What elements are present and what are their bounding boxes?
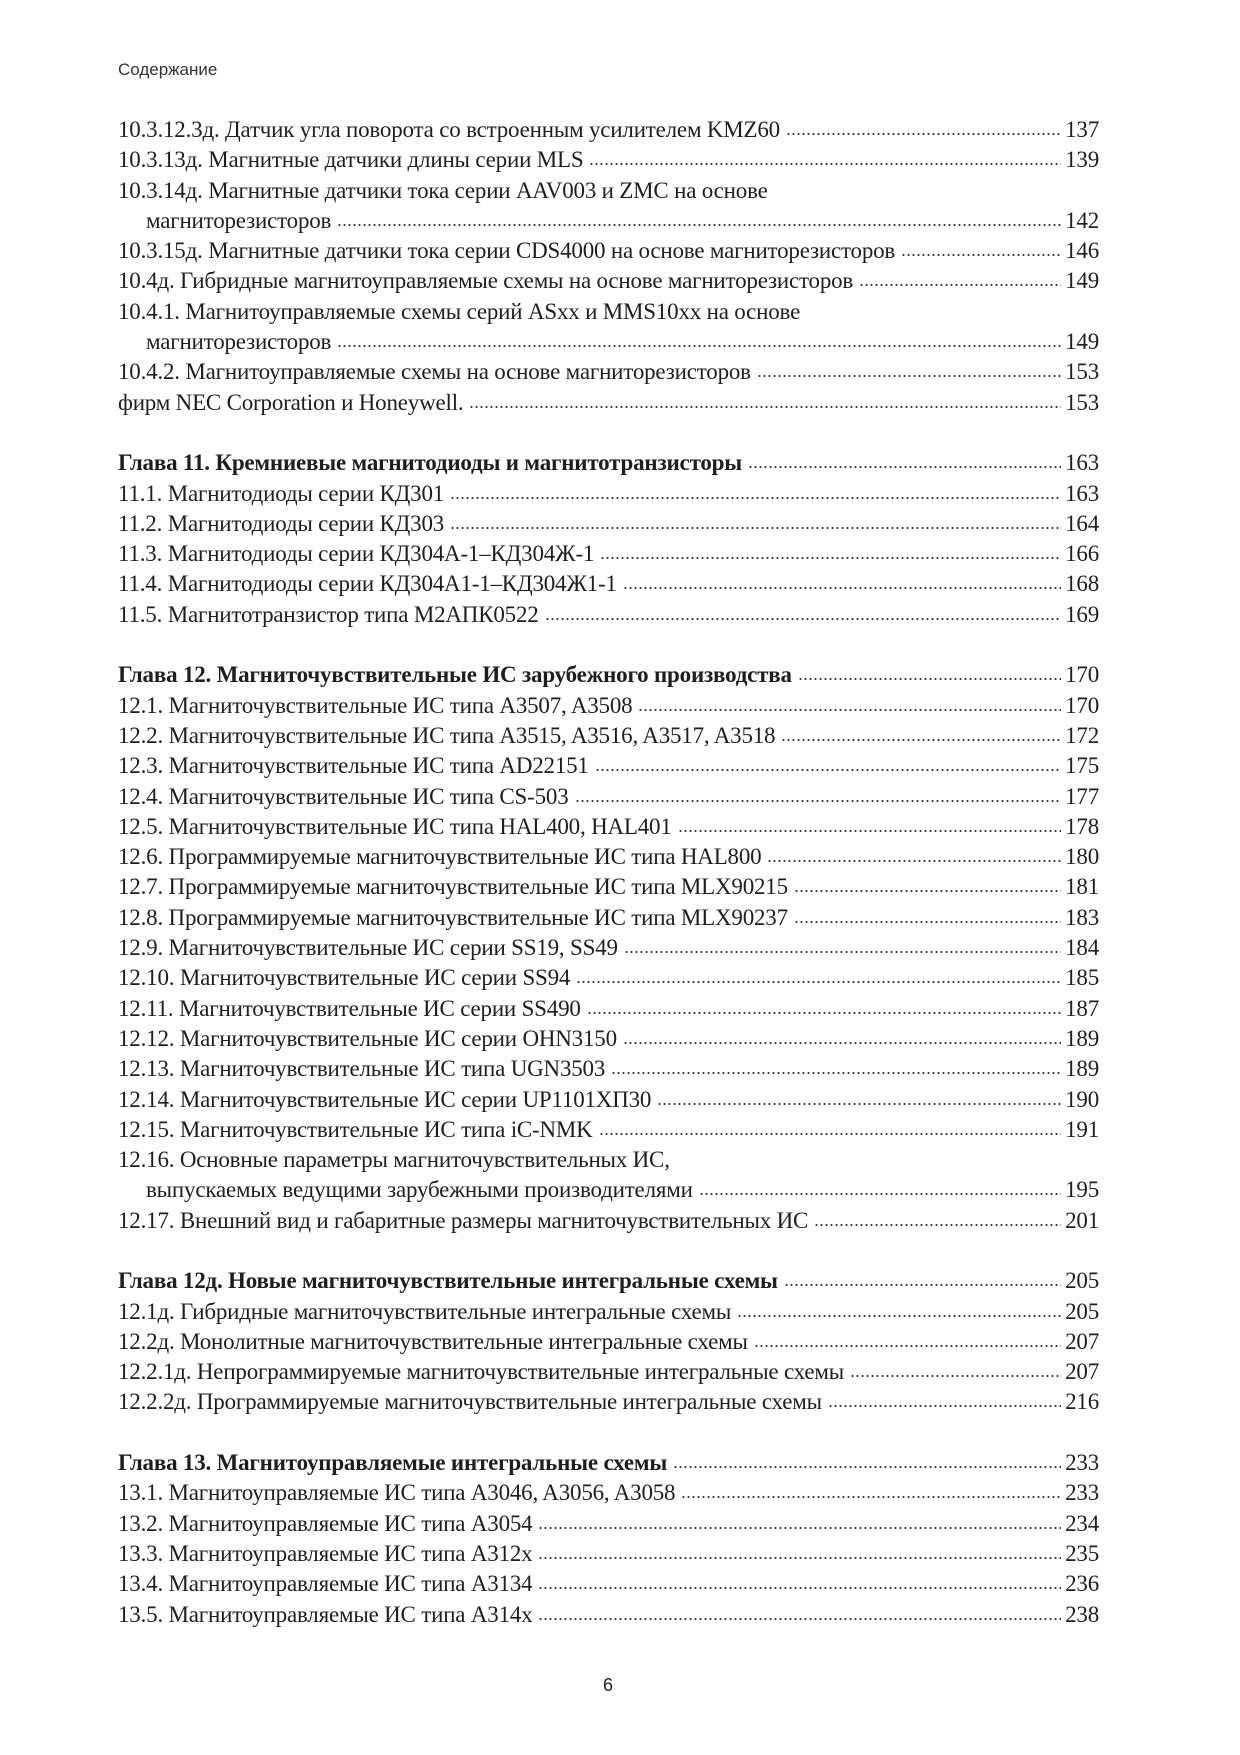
dot-leader [450, 525, 1061, 531]
toc-entry[interactable] [118, 842, 1099, 872]
dot-leader [538, 1585, 1061, 1591]
toc-entry-page: 235 [1065, 1540, 1099, 1566]
toc-entry-continuation[interactable] [118, 206, 1099, 236]
toc-chapter[interactable] [118, 1266, 1099, 1296]
toc-entry-page: 187 [1065, 995, 1099, 1021]
toc-entry-title: Глава 11. Кремниевые магнитодиоды и магнитотранзисторы [118, 450, 743, 476]
toc-entry[interactable] [118, 266, 1099, 296]
toc-entry-title: 12.4. Магниточувствительные ИС типа CS-503 [118, 783, 569, 809]
toc-entry-title: 10.4д. Гибридные магнитоуправляемые схемы на основе магниторезисторов [118, 268, 854, 294]
toc-chapter[interactable] [118, 1448, 1099, 1478]
section-spacer [118, 418, 1099, 448]
toc-entry-title: 13.1. Магнитоуправляемые ИС типа A3046, A3056, A3058 [118, 1480, 676, 1506]
toc-entry-title-continuation: магниторезисторов [146, 207, 332, 233]
toc-entry-page: 137 [1065, 117, 1099, 142]
toc-entry-page: 164 [1065, 510, 1099, 536]
toc-entry-title: 12.1. Магниточувствительные ИС типа A3507, A3508 [118, 692, 633, 718]
toc-entry[interactable] [118, 115, 1099, 145]
toc-entry[interactable] [118, 539, 1099, 569]
dot-leader [681, 1494, 1061, 1500]
dot-leader [611, 1070, 1061, 1076]
toc-entry-title: 12.2.1д. Непрограммируемые магниточувствительные интегральные схемы [118, 1359, 844, 1385]
toc-entry-page: 153 [1065, 389, 1099, 415]
toc-entry-title: 11.4. Магнитодиоды серии КД304А1-1–КД304Ж1-1 [118, 571, 617, 597]
dot-leader [794, 888, 1061, 894]
dot-leader [595, 767, 1061, 773]
toc-entry[interactable] [118, 1206, 1099, 1236]
toc-entry-title-continuation: выпускаемых ведущими зарубежными производителями [146, 1177, 693, 1203]
dot-leader [678, 828, 1061, 834]
toc-entry-title: 12.10. Магниточувствительные ИС серии SS94 [118, 965, 571, 991]
toc-entry-title: 12.15. Магниточувствительные ИС типа iC-NMK [118, 1116, 593, 1142]
toc-entry-title: 12.1д. Гибридные магниточувствительные интегральные схемы [118, 1298, 732, 1324]
toc-entry-page: 189 [1065, 1056, 1099, 1082]
toc-entry-page: 163 [1065, 480, 1099, 506]
toc-entry[interactable] [118, 1085, 1099, 1115]
toc-entry-title-continuation: магниторезисторов [146, 329, 332, 355]
toc-entry[interactable] [118, 600, 1099, 630]
toc-entry-title: 12.6. Программируемые магниточувствительные ИС типа HAL800 [118, 844, 762, 870]
toc-entry-page: 185 [1065, 965, 1099, 991]
dot-leader [859, 282, 1061, 288]
toc-entry-title: 13.2. Магнитоуправляемые ИС типа A3054 [118, 1510, 533, 1536]
toc-entry-page: 169 [1065, 601, 1099, 627]
toc-entry-page: 146 [1065, 238, 1099, 264]
toc-entry-title: 11.1. Магнитодиоды серии КД301 [118, 480, 445, 506]
toc-entry-title: 12.7. Программируемые магниточувствительные ИС типа MLX90215 [118, 874, 788, 900]
dot-leader [657, 1101, 1061, 1107]
toc-entry-title: 13.3. Магнитоуправляемые ИС типа A312x [118, 1540, 533, 1566]
toc-entry-page: 183 [1065, 904, 1099, 930]
section-spacer [118, 630, 1099, 660]
toc-entry[interactable] [118, 903, 1099, 933]
toc-entry[interactable] [118, 1539, 1099, 1569]
toc-entry-title: 10.4.1. Магнитоуправляемые схемы серий ASxx и MMS10xx на основе [118, 298, 801, 324]
toc-entry-title: 11.5. Магнитотранзистор типа М2АПК0522 [118, 601, 539, 627]
toc-entry[interactable] [118, 721, 1099, 751]
toc-entry-title: 10.3.15д. Магнитные датчики тока серии CDS4000 на основе магниторезисторов [118, 238, 896, 264]
toc-entry[interactable] [118, 1297, 1099, 1327]
toc-entry-title: Глава 12. Магниточувствительные ИС зарубежного производства [118, 662, 792, 688]
toc-entry[interactable] [118, 1387, 1099, 1417]
toc-entry-title: 12.5. Магниточувствительные ИС типа HAL400, HAL401 [118, 813, 672, 839]
dot-leader [786, 131, 1061, 137]
toc-entry-page: 207 [1065, 1359, 1099, 1385]
dot-leader [575, 798, 1062, 804]
section-spacer [118, 1236, 1099, 1266]
dot-leader [538, 1555, 1061, 1561]
toc-chapter[interactable] [118, 660, 1099, 690]
toc-entry-title: 13.5. Магнитоуправляемые ИС типа A314x [118, 1601, 533, 1627]
dot-leader [538, 1616, 1061, 1622]
toc-entry-page: 238 [1065, 1601, 1099, 1627]
toc-entry-title: 12.2.2д. Программируемые магниточувствительные интегральные схемы [118, 1389, 822, 1415]
toc-entry-page: 153 [1065, 359, 1099, 385]
dot-leader [469, 404, 1061, 410]
toc-entry-title: 10.3.14д. Магнитные датчики тока серии AAV003 и ZMC на основе [118, 177, 768, 203]
toc-entry[interactable] [118, 782, 1099, 812]
toc-entry[interactable] [118, 1509, 1099, 1539]
toc-entry-title: 12.2. Магниточувствительные ИС типа A3515, A3516, A3517, A3518 [118, 722, 776, 748]
toc-entry-page: 180 [1065, 844, 1099, 870]
toc-entry[interactable] [118, 963, 1099, 993]
toc-entry-title: 12.17. Внешний вид и габаритные размеры магниточувствительных ИС [118, 1207, 809, 1233]
toc-entry-page: 190 [1065, 1086, 1099, 1112]
toc-entry[interactable] [118, 145, 1099, 175]
toc-entry[interactable] [118, 1115, 1099, 1145]
dot-leader [737, 1313, 1061, 1319]
toc-entry[interactable] [118, 1478, 1099, 1508]
toc-entry-title: 11.3. Магнитодиоды серии КД304А-1–КД304Ж-1 [118, 541, 595, 567]
toc-entry[interactable] [118, 1145, 1099, 1175]
toc-entry-title: 12.9. Магниточувствительные ИС серии SS19, SS49 [118, 935, 618, 961]
toc-entry[interactable] [118, 691, 1099, 721]
dot-leader [589, 161, 1061, 167]
toc-entry-title: фирм NEC Corporation и Honeywell. [118, 389, 464, 415]
dot-leader [754, 1343, 1061, 1349]
dot-leader [814, 1222, 1061, 1228]
toc-entry[interactable] [118, 872, 1099, 902]
toc-entry-page: 177 [1065, 783, 1099, 809]
dot-leader [623, 585, 1061, 591]
toc-entry-page: 175 [1065, 753, 1099, 779]
toc-entry-continuation[interactable] [118, 327, 1099, 357]
section-spacer [118, 1418, 1099, 1448]
toc-entry-title: 10.4.2. Магнитоуправляемые схемы на основе магниторезисторов [118, 359, 751, 385]
toc-entry-page: 149 [1065, 329, 1099, 355]
dot-leader [781, 737, 1061, 743]
toc-entry-title: 11.2. Магнитодиоды серии КД303 [118, 510, 445, 536]
toc-entry-page: 142 [1065, 207, 1099, 233]
toc-entry-page: 236 [1065, 1571, 1099, 1597]
toc-entry[interactable] [118, 509, 1099, 539]
toc-entry[interactable] [118, 1357, 1099, 1387]
running-head: Содержание [118, 60, 218, 79]
toc-entry-page: 149 [1065, 268, 1099, 294]
toc-entry[interactable] [118, 1569, 1099, 1599]
toc-entry-title: 12.12. Магниточувствительные ИС серии OHN3150 [118, 1025, 617, 1051]
toc-entry-page: 181 [1065, 874, 1099, 900]
toc-entry-page: 205 [1065, 1298, 1099, 1324]
toc-entry[interactable] [118, 297, 1099, 327]
dot-leader [623, 1040, 1061, 1046]
toc-entry[interactable] [118, 176, 1099, 206]
dot-leader [794, 919, 1061, 925]
toc-entry[interactable] [118, 1024, 1099, 1054]
toc-entry-page: 163 [1065, 450, 1099, 476]
toc-entry-page: 234 [1065, 1510, 1099, 1536]
dot-leader [784, 1282, 1061, 1288]
dot-leader [576, 979, 1061, 985]
dot-leader [337, 222, 1061, 228]
dot-leader [748, 464, 1061, 470]
dot-leader [599, 1131, 1062, 1137]
dot-leader [450, 495, 1061, 501]
toc-entry-title: 12.13. Магниточувствительные ИС типа UGN3503 [118, 1056, 606, 1082]
dot-leader [798, 676, 1061, 682]
toc-entry[interactable] [118, 751, 1099, 781]
toc-entry-title: 12.16. Основные параметры магниточувствительных ИС, [118, 1147, 670, 1173]
dot-leader [538, 1525, 1061, 1531]
toc-entry[interactable] [118, 1054, 1099, 1084]
dot-leader [767, 858, 1061, 864]
toc-entry-page: 139 [1065, 147, 1099, 173]
table-of-contents [118, 115, 1099, 1630]
toc-entry-page: 170 [1065, 692, 1099, 718]
toc-entry[interactable] [118, 812, 1099, 842]
toc-entry-page: 184 [1065, 935, 1099, 961]
toc-entry-page: 233 [1065, 1450, 1099, 1476]
toc-entry-title: 10.3.13д. Магнитные датчики длины серии MLS [118, 147, 584, 173]
toc-entry-page: 191 [1065, 1116, 1099, 1142]
dot-leader [545, 616, 1062, 622]
toc-entry[interactable] [118, 569, 1099, 599]
dot-leader [901, 252, 1061, 258]
toc-entry-title: 12.14. Магниточувствительные ИС серии UP1101ХП30 [118, 1086, 652, 1112]
toc-entry-title: Глава 12д. Новые магниточувствительные интегральные схемы [118, 1268, 778, 1294]
dot-leader [699, 1191, 1061, 1197]
toc-entry-page: 207 [1065, 1328, 1099, 1354]
toc-chapter[interactable] [118, 448, 1099, 478]
dot-leader [624, 949, 1061, 955]
toc-entry[interactable] [118, 357, 1099, 387]
page-number: 6 [602, 1675, 613, 1695]
toc-entry[interactable] [118, 388, 1099, 418]
toc-entry[interactable] [118, 236, 1099, 266]
toc-entry-page: 168 [1065, 571, 1099, 597]
toc-entry[interactable] [118, 933, 1099, 963]
toc-entry-title: 13.4. Магнитоуправляемые ИС типа A3134 [118, 1571, 533, 1597]
toc-entry-page: 178 [1065, 813, 1099, 839]
dot-leader [337, 343, 1061, 349]
toc-entry-continuation[interactable] [118, 1175, 1099, 1205]
toc-entry[interactable] [118, 994, 1099, 1024]
toc-entry-page: 170 [1065, 662, 1099, 688]
toc-entry-page: 216 [1065, 1389, 1099, 1415]
dot-leader [757, 373, 1061, 379]
toc-entry-page: 233 [1065, 1480, 1099, 1506]
toc-entry-title: 12.2д. Монолитные магниточувствительные интегральные схемы [118, 1328, 748, 1354]
toc-entry[interactable] [118, 1600, 1099, 1630]
toc-entry-title: 12.8. Программируемые магниточувствительные ИС типа MLX90237 [118, 904, 788, 930]
dot-leader [850, 1373, 1061, 1379]
toc-entry-page: 201 [1065, 1207, 1099, 1233]
dot-leader [828, 1403, 1061, 1409]
toc-entry-page: 205 [1065, 1268, 1099, 1294]
toc-entry-page: 166 [1065, 541, 1099, 567]
toc-entry-title: Глава 13. Магнитоуправляемые интегральные схемы [118, 1450, 668, 1476]
toc-entry[interactable] [118, 1327, 1099, 1357]
toc-entry-page: 172 [1065, 722, 1099, 748]
toc-entry-page: 189 [1065, 1025, 1099, 1051]
dot-leader [587, 1010, 1061, 1016]
toc-entry-page: 195 [1065, 1177, 1099, 1203]
dot-leader [638, 707, 1061, 713]
dot-leader [673, 1464, 1061, 1470]
toc-entry-title: 12.11. Магниточувствительные ИС серии SS490 [118, 995, 581, 1021]
toc-entry[interactable] [118, 479, 1099, 509]
toc-entry-title: 12.3. Магниточувствительные ИС типа AD22151 [118, 753, 589, 779]
toc-entry-title: 10.3.12.3д. Датчик угла поворота со встроенным усилителем KMZ60 [118, 117, 780, 142]
dot-leader [600, 555, 1061, 561]
